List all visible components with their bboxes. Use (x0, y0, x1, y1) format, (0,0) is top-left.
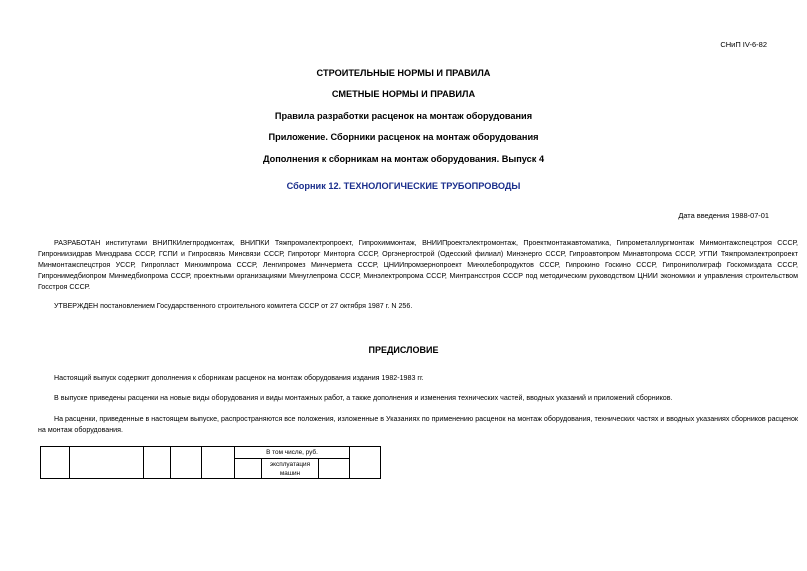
table-column-9 (350, 447, 381, 479)
subtitle-norms: СМЕТНЫЕ НОРМЫ И ПРАВИЛА (331, 89, 476, 99)
table-column-4 (171, 447, 202, 479)
table-column-5 (202, 447, 235, 479)
table-column-1 (41, 447, 70, 479)
rates-table (40, 446, 381, 479)
subtitle-rules: Правила разработки расценок на монтаж оборудования (274, 111, 533, 121)
approved-by-paragraph: УТВЕРЖДЕН постановлением Государственного строительного комитета СССР от 27 октября 1987 г. N 256. (54, 302, 413, 310)
subtitle-appendix: Приложение. Сборники расценок на монтаж оборудования (268, 132, 539, 142)
table-column-2 (70, 447, 144, 479)
preface-heading: ПРЕДИСЛОВИЕ (368, 345, 439, 355)
preface-paragraph-3: На расценки, приведенные в настоящем выпуске, распространяются все положения, изложенные в Указаниях по применению расценок на монтаж оборудования, технических частях и вводных указаниях сборников расценок на монтаж оборудования. (38, 415, 798, 434)
subtitle-supplements: Дополнения к сборникам на монтаж оборудования. Выпуск 4 (262, 154, 545, 164)
preface-paragraph-2: В выпуске приведены расценки на новые виды оборудования и виды монтажных работ, а также дополнения и изменения технических частей, вводных указаний и приложений сборников. (54, 394, 673, 402)
main-title: СТРОИТЕЛЬНЫЕ НОРМЫ И ПРАВИЛА (316, 68, 491, 78)
preface-paragraph-1: Настоящий выпуск содержит дополнения к сборникам расценок на монтаж оборудования издания 1982-1983 гг. (54, 374, 424, 382)
collection-title: Сборник 12. ТЕХНОЛОГИЧЕСКИЕ ТРУБОПРОВОДЫ (286, 181, 521, 191)
table-subheader-machines: эксплуатация машин (262, 459, 319, 479)
document-code: СНиП IV-6-82 (720, 40, 767, 49)
table-subcolumn-1 (235, 459, 262, 479)
table-group-header: В том числе, руб. (235, 447, 350, 459)
developed-by-paragraph: РАЗРАБОТАН институтами ВНИПКИлегпродмонтаж, ВНИПКИ Тяжпромэлектропроект, Гипрохиммонтаж, ВНИИПроектэлектромонтаж, Проектмонтажавтоматика, Гипрометаллургмонтаж Минмонтажспецстроя СССР, Гипрониизидрав Минздрава СССР, ГСПИ и Гипросвязь Минсвязи СССР, Гипроторг Минторга СССР, Оргэнергострой (Одесский филиал) Минэнерго СССР, Гипроавтопром Минавтопрома СССР, УГПИ Тяжпромэлектропроект Минмонтажспецстроя УССР, Гипропласт Минхимпрома СССР, Ленгипромез Минчермета СССР, ЦНИИпромзернопроект Минхлебопродуктов СССР, Гипрокино Госкино СССР, Гипрониполиграф Госкомиздата СССР, Гипронимедбиопром Минмедбиопрома СССР, проектными организациями Минуглепрома СССР, Минэлектропрома СССР, Минтрансстроя СССР под методическим руководством ЦНИИ экономики и управления строительством Госстроя СССР. (38, 239, 798, 291)
effective-date: Дата введения 1988-07-01 (678, 211, 769, 220)
table-column-3 (144, 447, 171, 479)
table-subcolumn-3 (319, 459, 350, 479)
